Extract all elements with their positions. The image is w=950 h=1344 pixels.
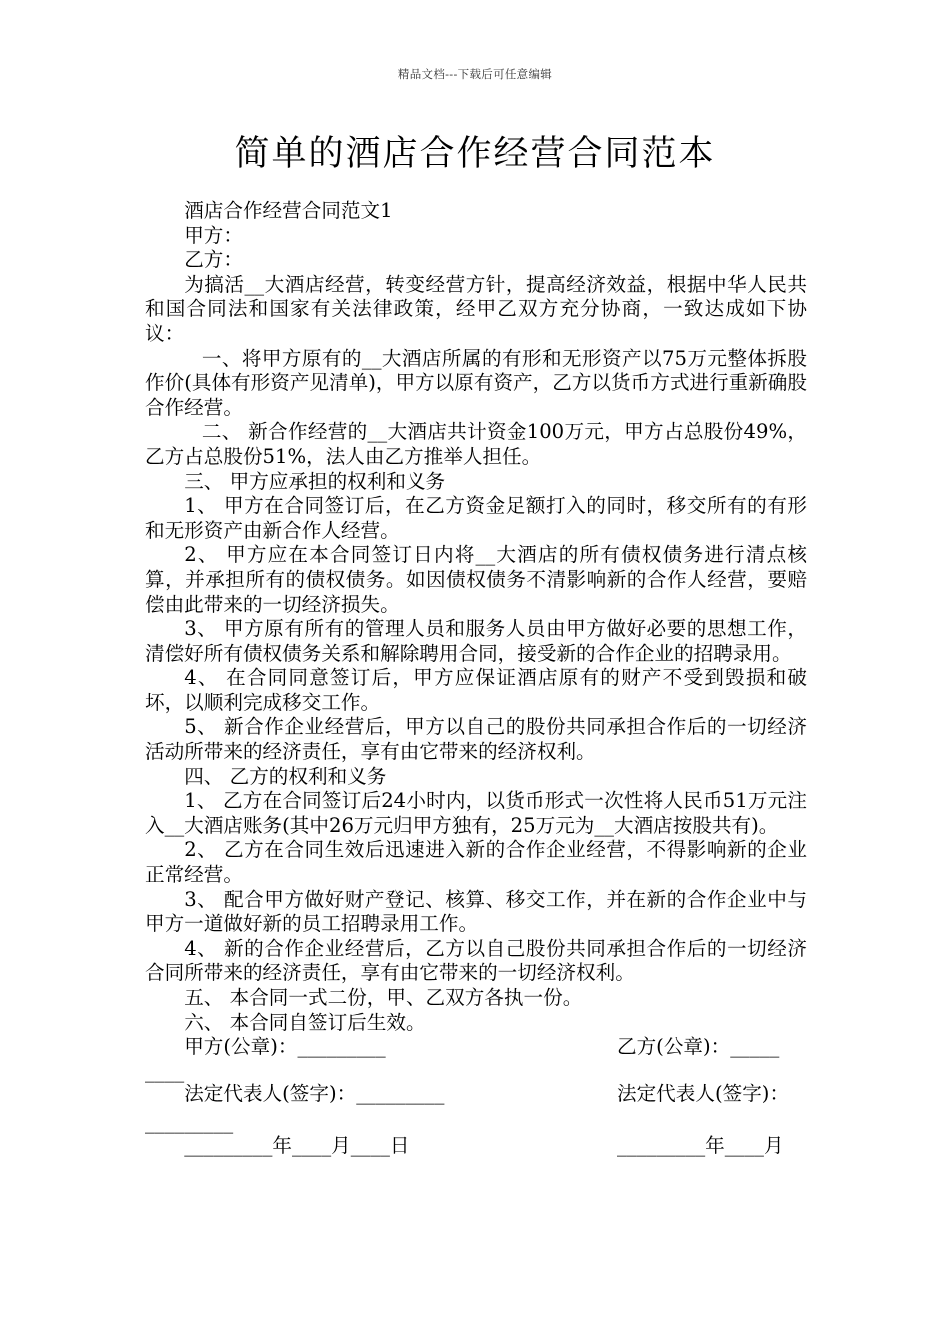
clause-3-item-5: 5、 新合作企业经营后，甲方以自己的股份共同承担合作后的一切经济活动所带来的经济责任，享有由它带来的经济权利。 bbox=[145, 715, 807, 764]
party-b-seal-tail: ____ bbox=[145, 1059, 185, 1083]
party-a-date-field: _________年____月____日 bbox=[184, 1133, 410, 1157]
clause-3-item-3: 3、 甲方原有所有的管理人员和服务人员由甲方做好必要的思想工作，清偿好所有债权债务关系和解除聘用合同，接受新的合作企业的招聘录用。 bbox=[145, 617, 807, 665]
clause-1: 一、将甲方原有的__大酒店所属的有形和无形资产以75万元整体拆股作价(具体有形资产见清单)，甲方以原有资产，乙方以货币方式进行重新确股合作经营。 bbox=[145, 346, 807, 419]
clause-6: 六、 本合同自签订后生效。 bbox=[184, 1010, 426, 1034]
clause-5: 五、 本合同一式二份，甲、乙双方各执一份。 bbox=[184, 986, 583, 1009]
preamble-paragraph: 为搞活__大酒店经营，转变经营方针，提高经济效益，根据中华人民共和国合同法和国家有关法律政策，经甲乙双方充分协商，一致达成如下协议： bbox=[145, 272, 807, 345]
date-row bbox=[145, 1134, 807, 1159]
party-b-rep-field: 法定代表人(签字)： bbox=[617, 1082, 790, 1106]
seal-row bbox=[145, 1035, 807, 1060]
clause-3-heading: 三、 甲方应承担的权利和义务 bbox=[184, 469, 446, 493]
party-a-seal-field: 甲方(公章)：_________ bbox=[184, 1035, 386, 1059]
clause-4-item-2: 2、 乙方在合同生效后迅速进入新的合作企业经营，不得影响新的企业正常经营。 bbox=[145, 838, 807, 887]
clause-2: 二、 新合作经营的__大酒店共计资金100万元，甲方占总股份49%，乙方占总股份51%，法人由乙方推举人担任。 bbox=[145, 420, 807, 468]
document-title: 简单的酒店合作经营合同范本 bbox=[234, 134, 716, 174]
party-b-seal-field: 乙方(公章)：_____ bbox=[617, 1035, 780, 1059]
clause-4-heading: 四、 乙方的权利和义务 bbox=[184, 764, 387, 788]
clause-3-item-4: 4、 在合同同意签订后，甲方应保证酒店原有的财产不受到毁损和破坏，以顺利完成移交工作。 bbox=[145, 666, 807, 714]
clause-3-item-1: 1、 甲方在合同签订后，在乙方资金足额打入的同时，移交所有的有形和无形资产由新合作人经营。 bbox=[145, 494, 807, 542]
clause-4-item-4: 4、 新的合作企业经营后，乙方以自己股份共同承担合作后的一切经济合同所带来的经济责任，享有由它带来的一切经济权利。 bbox=[145, 936, 807, 985]
clause-4-item-3: 3、 配合甲方做好财产登记、核算、移交工作，并在新的合作企业中与甲方一道做好新的员工招聘录用工作。 bbox=[145, 887, 807, 936]
section-heading: 酒店合作经营合同范文1 bbox=[184, 199, 393, 222]
party-a-rep-field: 法定代表人(签字)：_________ bbox=[184, 1082, 445, 1106]
document-body bbox=[145, 199, 807, 1158]
representative-row bbox=[145, 1082, 807, 1107]
clause-4-item-1: 1、 乙方在合同签订后24小时内，以货币形式一次性将人民币51万元注入__大酒店账务(其中26万元归甲方独有，25万元为__大酒店按股共有)。 bbox=[145, 789, 807, 837]
party-b-date-field: _________年____月 bbox=[617, 1133, 784, 1157]
party-a-label: 甲方： bbox=[184, 223, 243, 247]
clause-3-item-2: 2、 甲方应在本合同签订日内将__大酒店的所有债权债务进行清点核算，并承担所有的债权债务。如因债权债务不清影响新的合作人经营，要赔偿由此带来的一切经济损失。 bbox=[145, 543, 807, 616]
page-header-note: 精品文档---下载后可任意编辑 bbox=[397, 67, 553, 81]
party-b-rep-tail: _________ bbox=[145, 1110, 234, 1134]
party-b-label: 乙方： bbox=[184, 248, 243, 272]
